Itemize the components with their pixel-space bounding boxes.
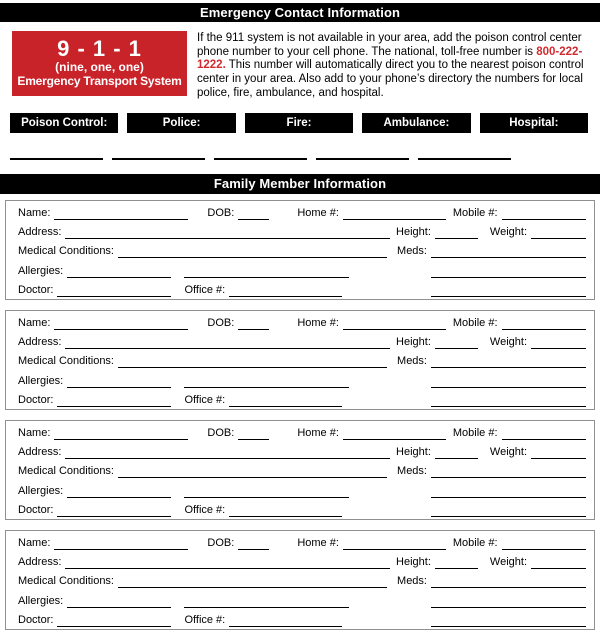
dob-label: DOB: <box>207 207 235 220</box>
police-fill-line[interactable] <box>112 150 205 160</box>
poison-control-phone-number: 800-222-1222. <box>197 45 583 72</box>
mobile-phone-fill-line[interactable] <box>502 426 586 440</box>
meds-label: Meds: <box>397 575 427 588</box>
mobile-phone-label: Mobile #: <box>452 427 498 440</box>
emergency-contact-header-bar <box>0 3 600 22</box>
member-row-name <box>18 204 586 223</box>
member-row-address <box>18 223 586 242</box>
allergies-label: Allergies: <box>18 264 64 277</box>
dob-fill-line[interactable] <box>238 316 269 330</box>
office-phone-fill-line[interactable] <box>229 393 342 407</box>
family-member-blocks <box>5 200 595 630</box>
member-row-address <box>18 553 586 572</box>
meds-fill-line[interactable] <box>431 354 586 368</box>
address-fill-line[interactable] <box>65 445 390 459</box>
height-label: Height: <box>396 446 431 459</box>
doctor-fill-line[interactable] <box>57 613 171 627</box>
name-label: Name: <box>18 427 51 440</box>
poison-control-instructions <box>187 31 590 101</box>
emergency-contact-labels <box>10 113 588 133</box>
contact-label-hospital: Hospital: <box>480 113 588 133</box>
member-row-allergies <box>18 371 586 390</box>
weight-fill-line[interactable] <box>531 445 586 459</box>
dob-label: DOB: <box>207 317 235 330</box>
meds-label: Meds: <box>397 245 427 258</box>
doctor-fill-line[interactable] <box>57 393 171 407</box>
weight-fill-line[interactable] <box>531 335 586 349</box>
allergies-fill-line-2[interactable] <box>184 264 349 278</box>
weight-label: Weight: <box>489 446 527 459</box>
member-row-name <box>18 424 586 443</box>
doctor-fill-line[interactable] <box>57 283 171 297</box>
meds-fill-line[interactable] <box>431 244 586 258</box>
contact-label-ambulance: Ambulance: <box>362 113 470 133</box>
office-phone-fill-line[interactable] <box>229 283 342 297</box>
office-phone-fill-line[interactable] <box>229 503 342 517</box>
mobile-phone-fill-line[interactable] <box>502 536 586 550</box>
height-fill-line[interactable] <box>435 445 478 459</box>
family-member-block <box>5 200 595 300</box>
dob-label: DOB: <box>207 537 235 550</box>
medical-conditions-label: Medical Conditions: <box>18 355 114 368</box>
dob-label: DOB: <box>207 427 235 440</box>
name-label: Name: <box>18 317 51 330</box>
height-label: Height: <box>396 226 431 239</box>
address-label: Address: <box>18 556 62 569</box>
home-phone-fill-line[interactable] <box>343 316 446 330</box>
member-row-allergies <box>18 591 586 610</box>
office-phone-label: Office #: <box>184 503 226 516</box>
height-fill-line[interactable] <box>435 555 478 569</box>
address-fill-line[interactable] <box>65 555 390 569</box>
address-fill-line[interactable] <box>65 335 390 349</box>
name-fill-line[interactable] <box>54 536 188 550</box>
member-row-address <box>18 333 586 352</box>
allergies-label: Allergies: <box>18 484 64 497</box>
meds-label: Meds: <box>397 355 427 368</box>
member-row-doctor <box>18 390 586 409</box>
family-section-title: Family Member Information <box>213 175 387 191</box>
height-fill-line[interactable] <box>435 335 478 349</box>
911-number: 9 - 1 - 1 <box>57 36 142 61</box>
medical-conditions-fill-line[interactable] <box>118 464 387 478</box>
mobile-phone-label: Mobile #: <box>452 537 498 550</box>
fire-fill-line[interactable] <box>214 150 307 160</box>
weight-fill-line[interactable] <box>531 225 586 239</box>
address-fill-line[interactable] <box>65 225 390 239</box>
meds-fill-line-3[interactable] <box>431 613 586 627</box>
allergies-fill-line[interactable] <box>67 484 171 498</box>
instructions-text-after: This number will automatically direct you to the nearest poison control center in your area. Also add to your phone’s directory the numbers for local police, fire, ambulance, and hospital. <box>197 59 584 99</box>
allergies-fill-line[interactable] <box>67 594 171 608</box>
member-row-name <box>18 534 586 553</box>
meds-fill-line-2[interactable] <box>431 374 586 388</box>
member-row-doctor <box>18 500 586 519</box>
office-phone-label: Office #: <box>184 393 226 406</box>
meds-fill-line-2[interactable] <box>431 594 586 608</box>
medical-conditions-fill-line[interactable] <box>118 244 387 258</box>
contact-label-poison-control: Poison Control: <box>10 113 118 133</box>
member-row-allergies <box>18 481 586 500</box>
name-fill-line[interactable] <box>54 426 188 440</box>
medical-conditions-label: Medical Conditions: <box>18 575 114 588</box>
office-phone-label: Office #: <box>184 613 226 626</box>
dob-fill-line[interactable] <box>238 426 269 440</box>
dob-fill-line[interactable] <box>238 536 269 550</box>
home-phone-label: Home #: <box>297 317 339 330</box>
member-row-name <box>18 314 586 333</box>
meds-fill-line-2[interactable] <box>431 484 586 498</box>
meds-fill-line-2[interactable] <box>431 264 586 278</box>
hospital-fill-line[interactable] <box>418 150 511 160</box>
mobile-phone-label: Mobile #: <box>452 317 498 330</box>
allergies-fill-line-2[interactable] <box>184 374 349 388</box>
page-title: Emergency Contact Information <box>199 5 401 20</box>
allergies-fill-line[interactable] <box>67 374 171 388</box>
allergies-label: Allergies: <box>18 594 64 607</box>
office-phone-label: Office #: <box>184 283 226 296</box>
member-row-address <box>18 443 586 462</box>
meds-label: Meds: <box>397 465 427 478</box>
contact-label-police: Police: <box>127 113 235 133</box>
emergency-contact-fill-lines <box>10 150 600 160</box>
home-phone-fill-line[interactable] <box>343 536 446 550</box>
doctor-label: Doctor: <box>18 283 54 296</box>
allergies-label: Allergies: <box>18 374 64 387</box>
member-row-allergies <box>18 261 586 280</box>
instructions-text-before: If the 911 system is not available in your area, add the poison control center phone number to your cell phone. The national, toll-free number is <box>197 32 582 58</box>
name-label: Name: <box>18 537 51 550</box>
home-phone-label: Home #: <box>297 427 339 440</box>
member-row-medical <box>18 352 586 371</box>
name-fill-line[interactable] <box>54 316 188 330</box>
address-label: Address: <box>18 446 62 459</box>
family-member-header-bar <box>0 174 600 194</box>
meds-fill-line[interactable] <box>431 574 586 588</box>
height-fill-line[interactable] <box>435 225 478 239</box>
weight-label: Weight: <box>489 556 527 569</box>
poison-control-fill-line[interactable] <box>10 150 103 160</box>
mobile-phone-label: Mobile #: <box>452 207 498 220</box>
member-row-medical <box>18 572 586 591</box>
address-label: Address: <box>18 336 62 349</box>
family-member-block <box>5 310 595 410</box>
doctor-label: Doctor: <box>18 503 54 516</box>
mobile-phone-fill-line[interactable] <box>502 206 586 220</box>
medical-conditions-fill-line[interactable] <box>118 354 387 368</box>
height-label: Height: <box>396 556 431 569</box>
emergency-911-box <box>12 31 187 96</box>
medical-conditions-fill-line[interactable] <box>118 574 387 588</box>
member-row-doctor <box>18 610 586 629</box>
allergies-fill-line-2[interactable] <box>184 484 349 498</box>
contact-label-fire: Fire: <box>245 113 353 133</box>
meds-fill-line-3[interactable] <box>431 283 586 297</box>
weight-fill-line[interactable] <box>531 555 586 569</box>
medical-conditions-label: Medical Conditions: <box>18 245 114 258</box>
meds-fill-line[interactable] <box>431 464 586 478</box>
weight-label: Weight: <box>489 226 527 239</box>
home-phone-label: Home #: <box>297 537 339 550</box>
meds-fill-line-3[interactable] <box>431 393 586 407</box>
home-phone-fill-line[interactable] <box>343 426 446 440</box>
home-phone-label: Home #: <box>297 207 339 220</box>
member-row-medical <box>18 242 586 261</box>
mobile-phone-fill-line[interactable] <box>502 316 586 330</box>
911-words: (nine, one, one) <box>55 60 144 74</box>
medical-conditions-label: Medical Conditions: <box>18 465 114 478</box>
name-label: Name: <box>18 207 51 220</box>
allergies-fill-line-2[interactable] <box>184 594 349 608</box>
allergies-fill-line[interactable] <box>67 264 171 278</box>
family-member-block <box>5 530 595 630</box>
ambulance-fill-line[interactable] <box>316 150 409 160</box>
name-fill-line[interactable] <box>54 206 188 220</box>
height-label: Height: <box>396 336 431 349</box>
doctor-label: Doctor: <box>18 613 54 626</box>
doctor-label: Doctor: <box>18 393 54 406</box>
address-label: Address: <box>18 226 62 239</box>
meds-fill-line-3[interactable] <box>431 503 586 517</box>
office-phone-fill-line[interactable] <box>229 613 342 627</box>
weight-label: Weight: <box>489 336 527 349</box>
911-system-label: Emergency Transport System <box>17 74 182 88</box>
family-member-block <box>5 420 595 520</box>
member-row-doctor <box>18 280 586 299</box>
dob-fill-line[interactable] <box>238 206 269 220</box>
doctor-fill-line[interactable] <box>57 503 171 517</box>
home-phone-fill-line[interactable] <box>343 206 446 220</box>
member-row-medical <box>18 462 586 481</box>
intro-section <box>12 31 590 101</box>
